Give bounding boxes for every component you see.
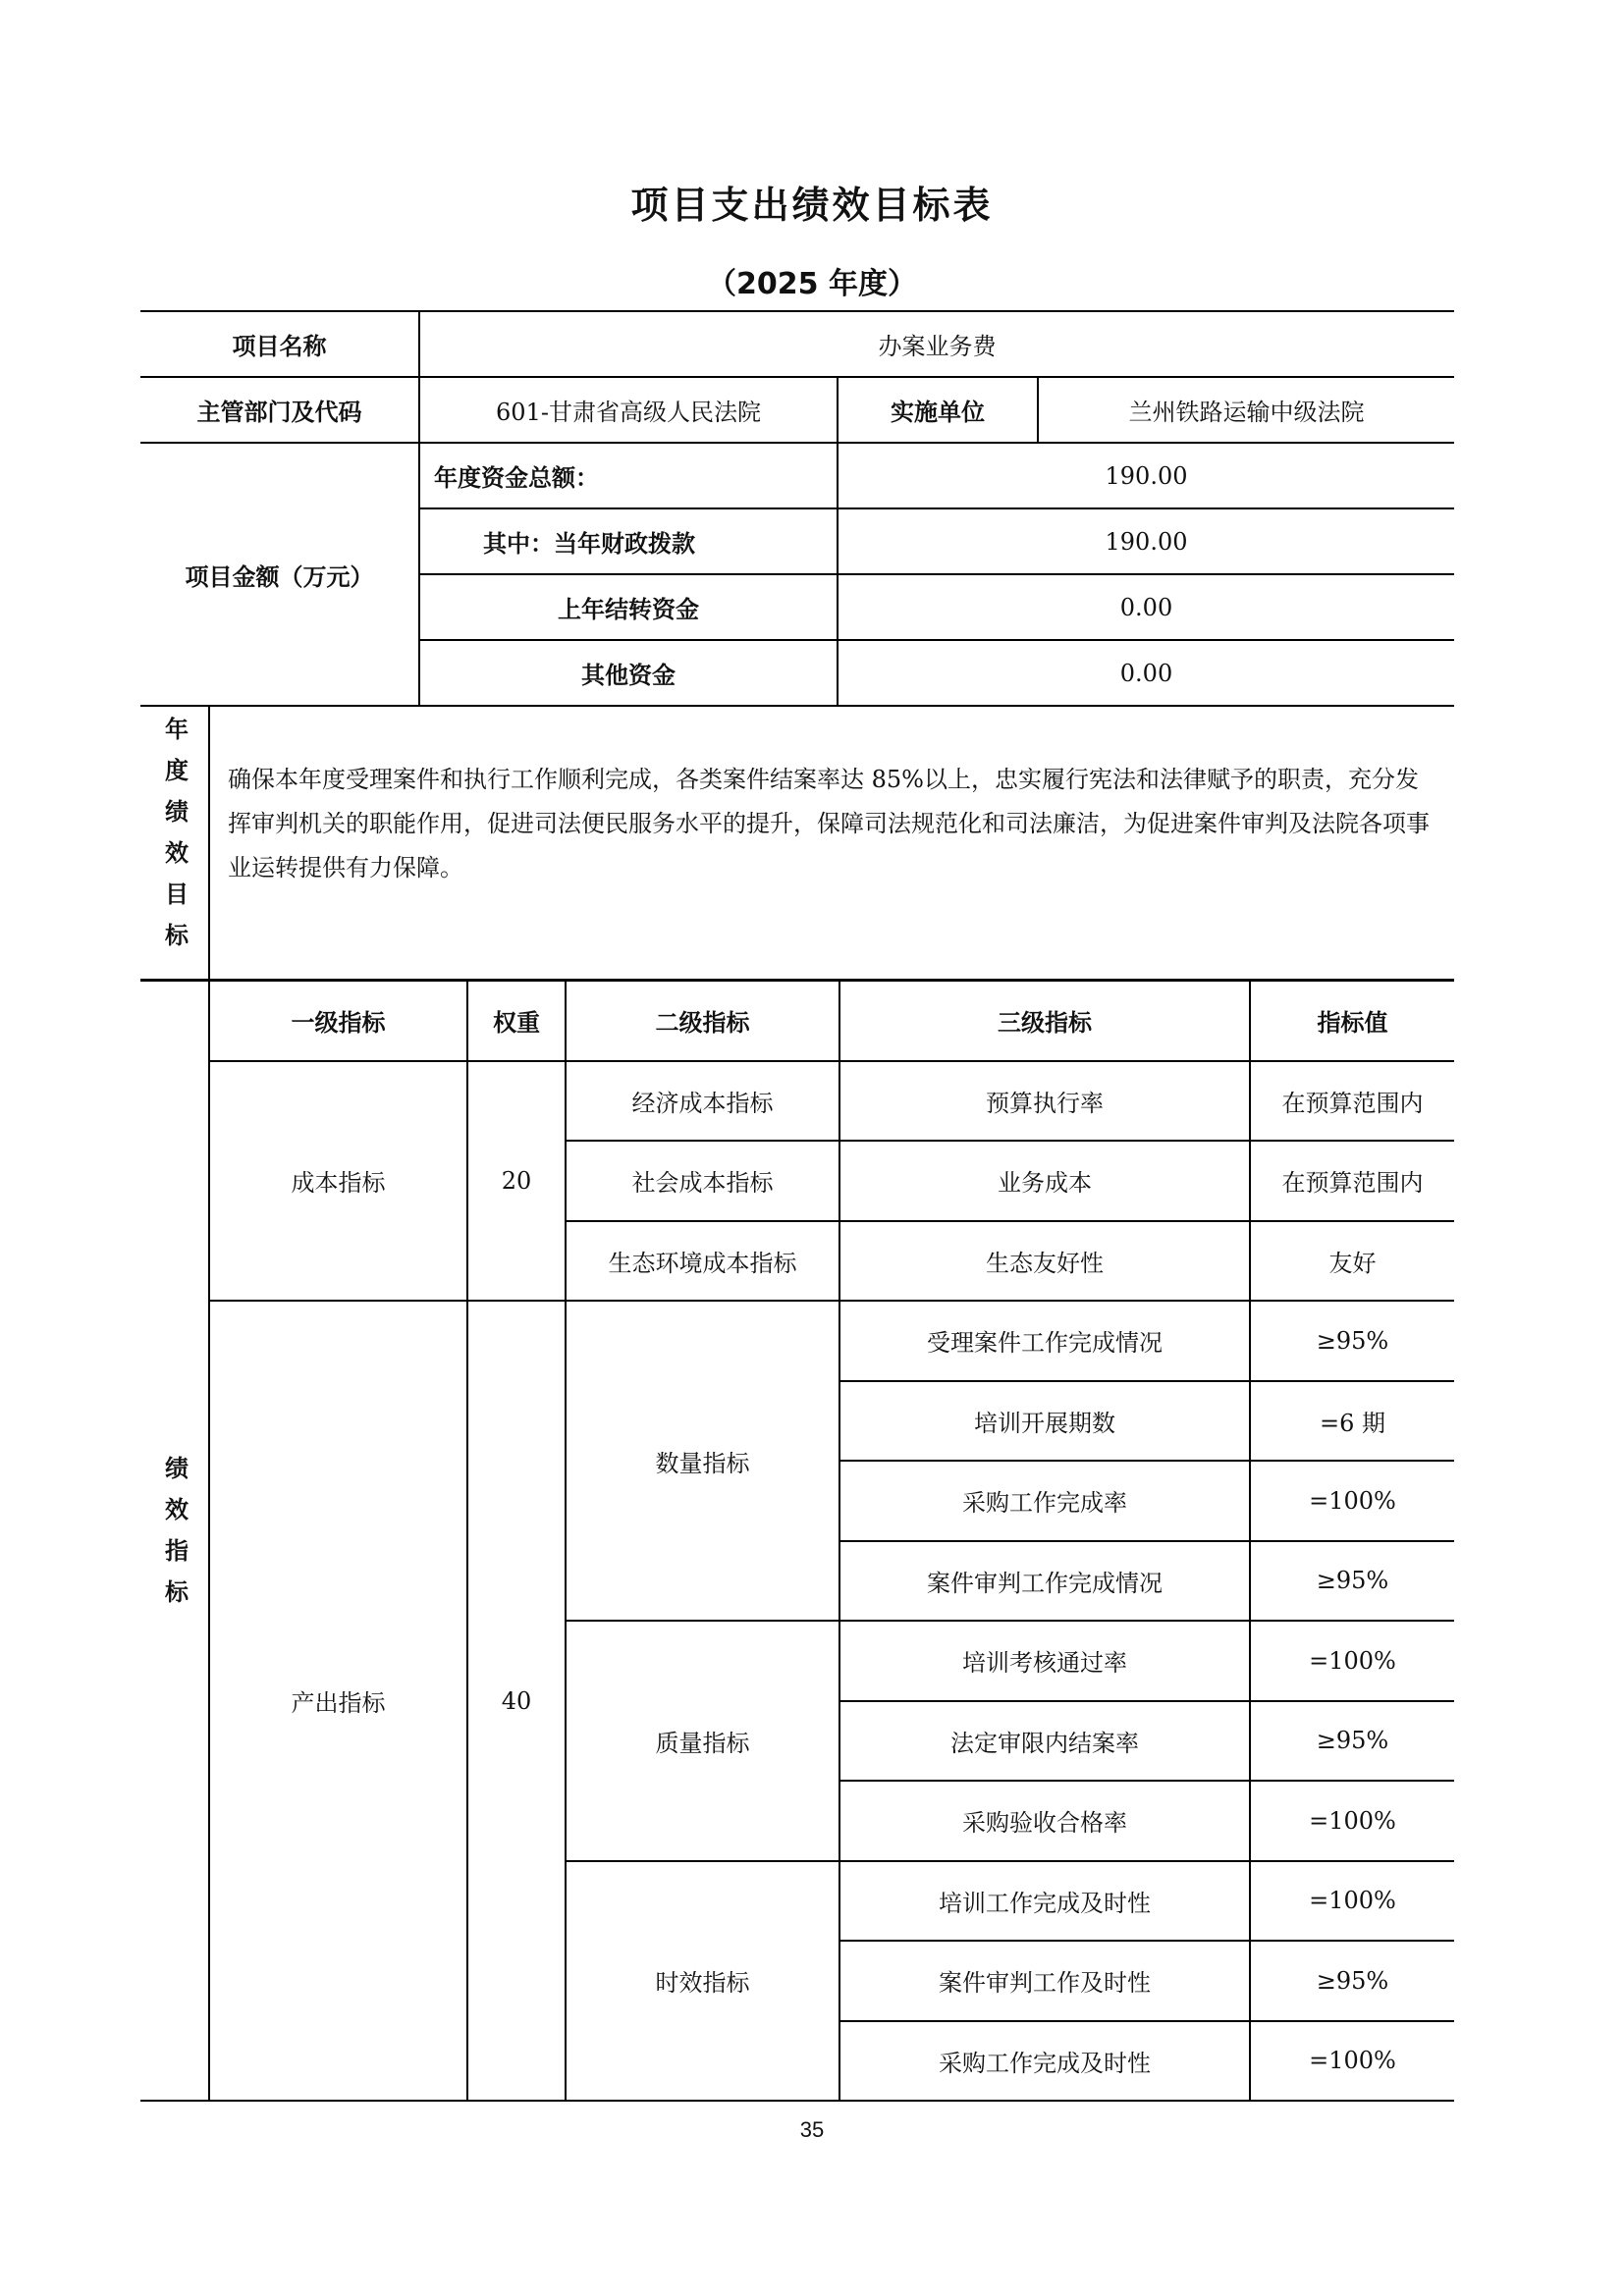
cost-weight: 20 — [467, 1061, 566, 1302]
value-cell: ≥95% — [1250, 1941, 1454, 2021]
level3-cell: 培训考核通过率 — [839, 1621, 1250, 1701]
level3-cell: 采购验收合格率 — [839, 1781, 1250, 1861]
value-cell: =100% — [1250, 1461, 1454, 1541]
impl-unit-label: 实施单位 — [838, 377, 1038, 443]
header-weight: 权重 — [467, 981, 566, 1061]
indicator-table — [140, 980, 1454, 2102]
indicator-label: 绩效指标 — [160, 1455, 189, 1621]
goal-label: 年度绩效目标 — [160, 716, 189, 964]
output-weight: 40 — [467, 1301, 566, 2101]
level2-cell: 社会成本指标 — [566, 1141, 839, 1221]
value-cell: 友好 — [1250, 1221, 1454, 1302]
dept-label: 主管部门及代码 — [140, 377, 419, 443]
page-title: 项目支出绩效目标表 — [630, 184, 994, 227]
dept-value: 601-甘肃省高级人民法院 — [419, 377, 838, 443]
funds-label: 项目金额（万元） — [140, 443, 419, 706]
funds-other-label: 其他资金 — [419, 640, 838, 706]
funds-carryover-label: 上年结转资金 — [419, 574, 838, 640]
level3-cell: 案件审判工作及时性 — [839, 1941, 1250, 2021]
value-cell: =100% — [1250, 1861, 1454, 1942]
page-number: 35 — [799, 2117, 825, 2142]
value-cell: ≥95% — [1250, 1541, 1454, 1622]
project-name-value: 办案业务费 — [419, 311, 1454, 377]
project-info-table — [140, 310, 1454, 981]
header-level1: 一级指标 — [209, 981, 467, 1061]
value-cell: ≥95% — [1250, 1301, 1454, 1381]
value-cell: =100% — [1250, 2021, 1454, 2102]
level2-cell: 生态环境成本指标 — [566, 1221, 839, 1302]
level3-cell: 业务成本 — [839, 1141, 1250, 1221]
level3-cell: 采购工作完成及时性 — [839, 2021, 1250, 2102]
header-level3: 三级指标 — [839, 981, 1250, 1061]
level3-cell: 生态友好性 — [839, 1221, 1250, 1302]
level2-group: 时效指标 — [566, 1861, 839, 2102]
level3-cell: 法定审限内结案率 — [839, 1701, 1250, 1782]
level3-cell: 受理案件工作完成情况 — [839, 1301, 1250, 1381]
level2-group: 质量指标 — [566, 1621, 839, 1861]
funds-total-label: 年度资金总额： — [419, 443, 838, 508]
cost-level1: 成本指标 — [209, 1061, 467, 1302]
level3-cell: 预算执行率 — [839, 1061, 1250, 1142]
header-value: 指标值 — [1250, 981, 1454, 1061]
funds-current-value: 190.00 — [838, 508, 1454, 574]
output-level1: 产出指标 — [209, 1301, 467, 2101]
funds-other-value: 0.00 — [838, 640, 1454, 706]
goal-text: 确保本年度受理案件和执行工作顺利完成，各类案件结案率达 85%以上，忠实履行宪法和法律赋予的职责，充分发挥审判机关的职能作用，促进司法便民服务水平的提升，保障司法规范化和司法廉洁，为促进案件审判及法院各项事业运转提供有力保障。 — [209, 706, 1454, 980]
project-name-label: 项目名称 — [140, 311, 419, 377]
impl-unit-value: 兰州铁路运输中级法院 — [1038, 377, 1454, 443]
value-cell: =100% — [1250, 1621, 1454, 1701]
value-cell: =100% — [1250, 1781, 1454, 1861]
indicator-label-cell — [140, 981, 209, 2101]
value-cell: =6 期 — [1250, 1381, 1454, 1462]
funds-carryover-value: 0.00 — [838, 574, 1454, 640]
value-cell: 在预算范围内 — [1250, 1061, 1454, 1142]
level3-cell: 培训开展期数 — [839, 1381, 1250, 1462]
level3-cell: 案件审判工作完成情况 — [839, 1541, 1250, 1622]
value-cell: ≥95% — [1250, 1701, 1454, 1782]
level3-cell: 采购工作完成率 — [839, 1461, 1250, 1541]
level2-cell: 经济成本指标 — [566, 1061, 839, 1142]
value-cell: 在预算范围内 — [1250, 1141, 1454, 1221]
level3-cell: 培训工作完成及时性 — [839, 1861, 1250, 1942]
goal-label-cell — [140, 706, 209, 980]
page-subtitle: （2025 年度） — [707, 267, 917, 301]
funds-current-label: 其中：当年财政拨款 — [419, 508, 838, 574]
level2-group: 数量指标 — [566, 1301, 839, 1621]
header-level2: 二级指标 — [566, 981, 839, 1061]
funds-total-value: 190.00 — [838, 443, 1454, 508]
